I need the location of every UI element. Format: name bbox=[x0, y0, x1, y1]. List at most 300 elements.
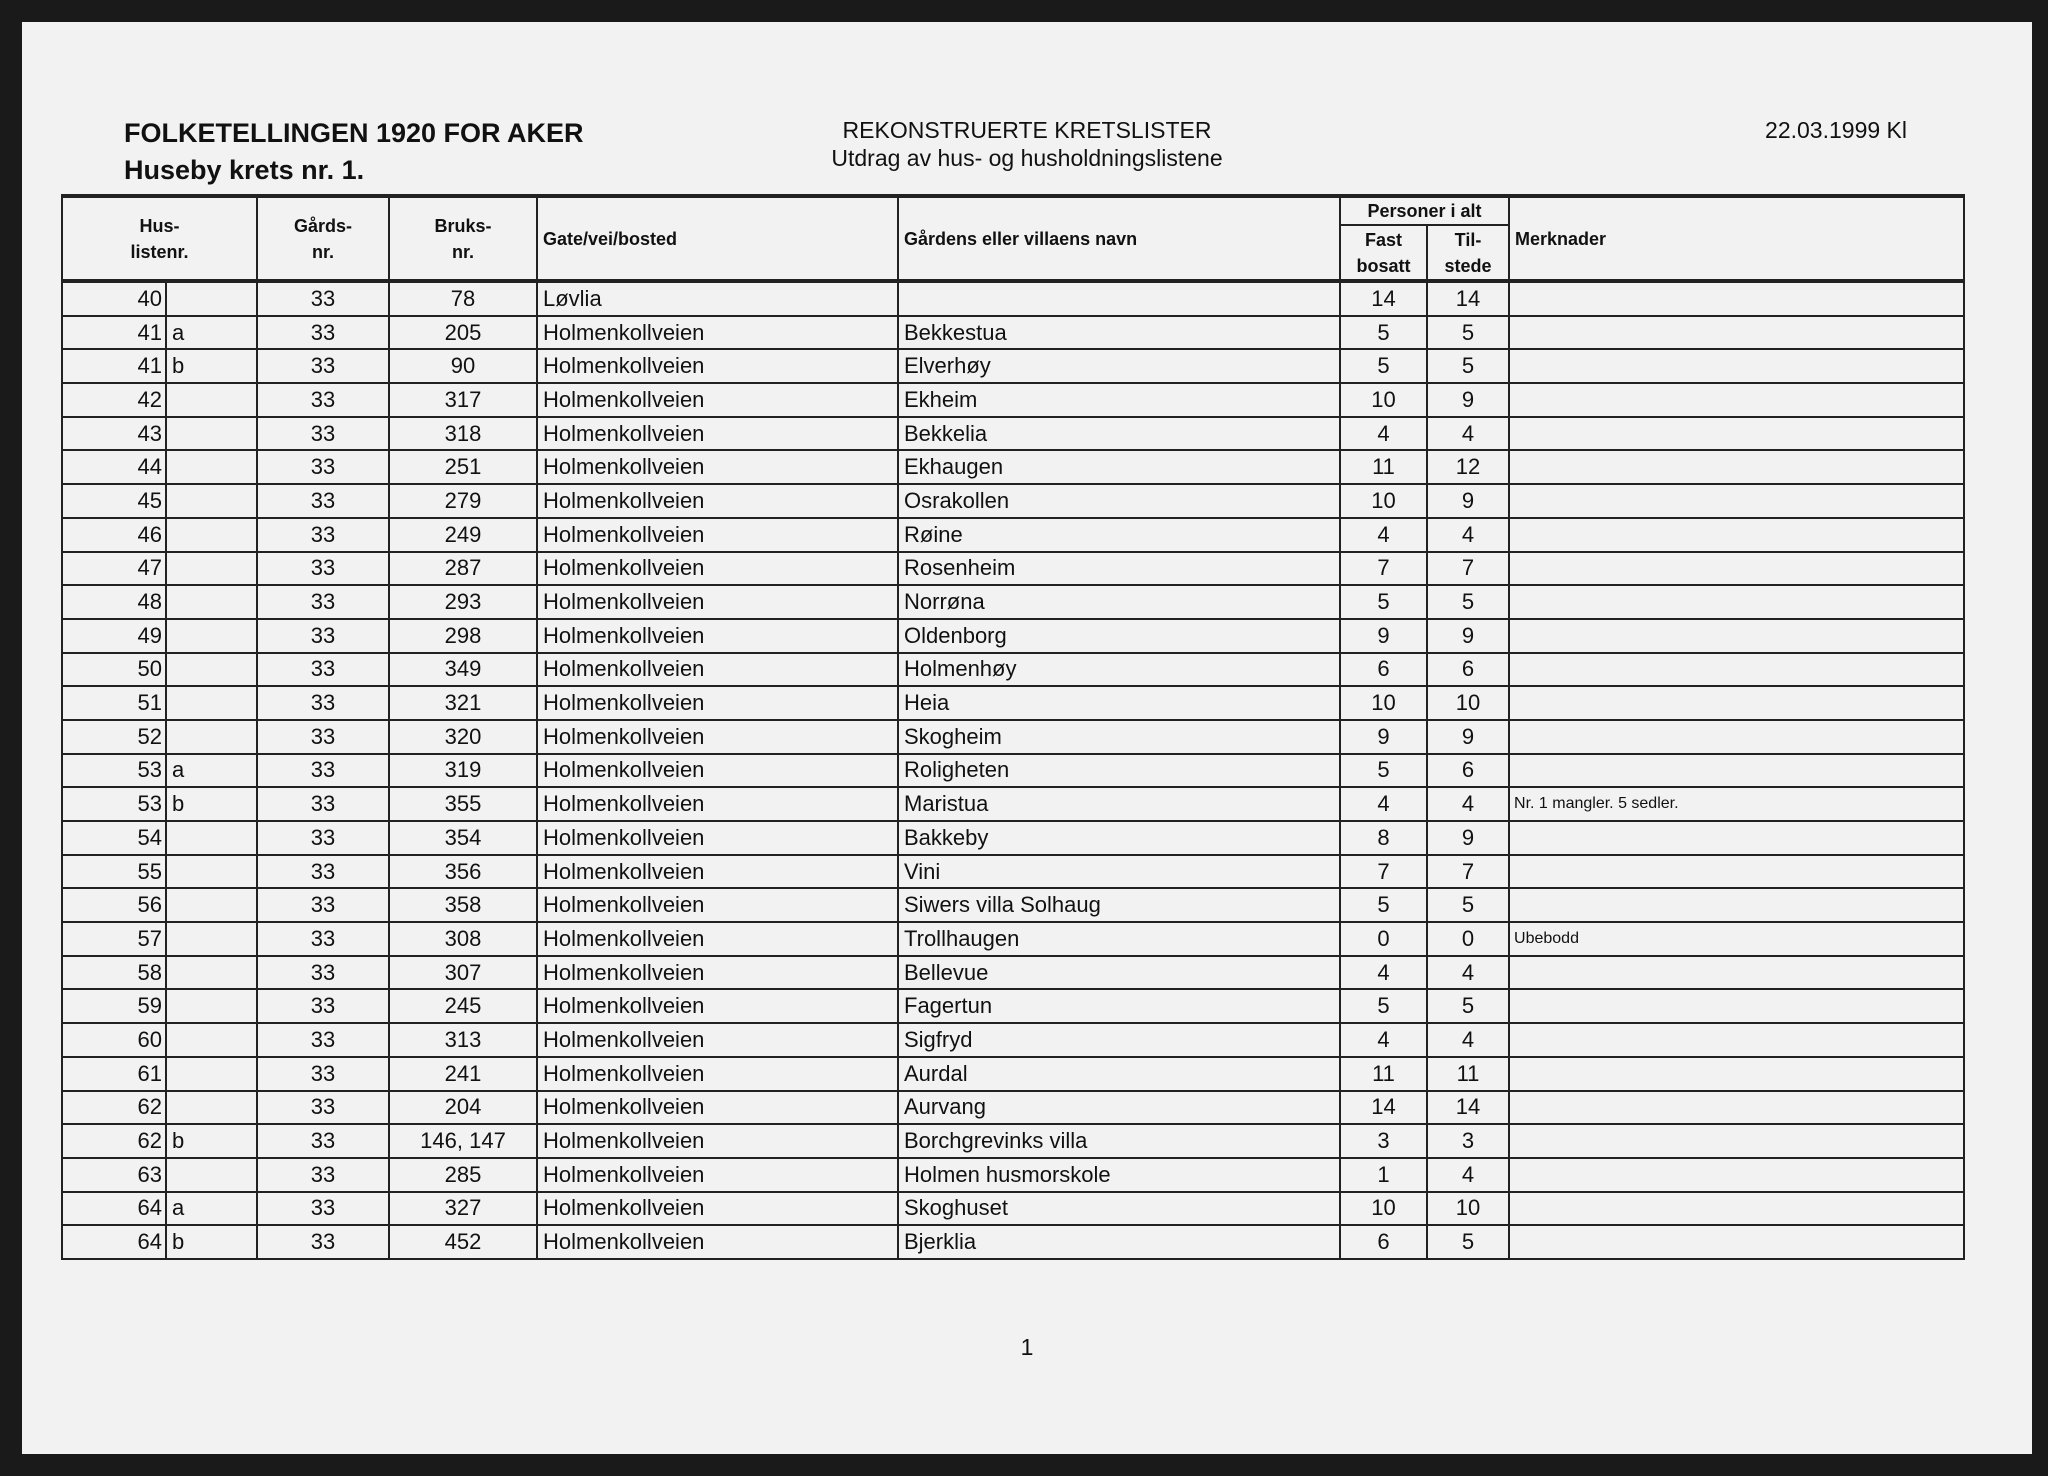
bruks-nr-cell: 279 bbox=[389, 484, 537, 518]
bruks-nr-cell: 251 bbox=[389, 450, 537, 484]
husliste-nr-cell: 57 bbox=[62, 922, 166, 956]
fast-bosatt-cell: 10 bbox=[1340, 686, 1427, 720]
husliste-nr-cell: 62 bbox=[62, 1124, 166, 1158]
gate-vei-bosted-cell: Holmenkollveien bbox=[537, 1158, 898, 1192]
gards-nr-cell: 33 bbox=[257, 585, 389, 619]
merknader-cell bbox=[1509, 653, 1964, 687]
gards-nr-cell: 33 bbox=[257, 1023, 389, 1057]
bruks-nr-cell: 318 bbox=[389, 417, 537, 451]
merknader-cell bbox=[1509, 720, 1964, 754]
gate-vei-bosted-cell: Holmenkollveien bbox=[537, 686, 898, 720]
husliste-nr-cell: 54 bbox=[62, 821, 166, 855]
husliste-suffix-cell bbox=[166, 686, 257, 720]
bruks-nr-cell: 285 bbox=[389, 1158, 537, 1192]
husliste-suffix-cell bbox=[166, 821, 257, 855]
gate-vei-bosted-cell: Holmenkollveien bbox=[537, 855, 898, 889]
gard-navn-cell bbox=[898, 281, 1340, 316]
table-row bbox=[62, 787, 1964, 821]
gard-navn-cell: Rosenheim bbox=[898, 552, 1340, 586]
table-row bbox=[62, 989, 1964, 1023]
gate-vei-bosted-cell: Holmenkollveien bbox=[537, 1057, 898, 1091]
merknader-cell bbox=[1509, 518, 1964, 552]
gate-vei-bosted-cell: Holmenkollveien bbox=[537, 1124, 898, 1158]
husliste-suffix-cell: b bbox=[166, 787, 257, 821]
gards-nr-cell: 33 bbox=[257, 686, 389, 720]
bruks-nr-cell: 349 bbox=[389, 653, 537, 687]
table-row bbox=[62, 281, 1964, 316]
gard-navn-cell: Skogheim bbox=[898, 720, 1340, 754]
merknader-cell bbox=[1509, 484, 1964, 518]
gards-nr-cell: 33 bbox=[257, 619, 389, 653]
merknader-cell bbox=[1509, 821, 1964, 855]
husliste-suffix-cell bbox=[166, 888, 257, 922]
header-gards: Gårds- nr. bbox=[257, 196, 389, 281]
gate-vei-bosted-cell: Holmenkollveien bbox=[537, 653, 898, 687]
fast-bosatt-cell: 4 bbox=[1340, 787, 1427, 821]
fast-bosatt-cell: 5 bbox=[1340, 989, 1427, 1023]
center-subheading: Utdrag av hus- og husholdningslistene bbox=[831, 145, 1223, 171]
table-row bbox=[62, 316, 1964, 350]
bruks-nr-cell: 452 bbox=[389, 1225, 537, 1259]
tilstede-cell: 5 bbox=[1427, 585, 1509, 619]
husliste-nr-cell: 51 bbox=[62, 686, 166, 720]
husliste-nr-cell: 64 bbox=[62, 1192, 166, 1226]
fast-bosatt-cell: 10 bbox=[1340, 383, 1427, 417]
merknader-cell bbox=[1509, 281, 1964, 316]
husliste-nr-cell: 44 bbox=[62, 450, 166, 484]
gate-vei-bosted-cell: Holmenkollveien bbox=[537, 989, 898, 1023]
fast-bosatt-cell: 9 bbox=[1340, 619, 1427, 653]
gard-navn-cell: Trollhaugen bbox=[898, 922, 1340, 956]
husliste-suffix-cell bbox=[166, 552, 257, 586]
merknader-cell bbox=[1509, 1192, 1964, 1226]
document-subtitle: Huseby krets nr. 1. bbox=[124, 155, 365, 185]
header-tilstede: Til- stede bbox=[1427, 225, 1509, 281]
tilstede-cell: 4 bbox=[1427, 787, 1509, 821]
tilstede-cell: 9 bbox=[1427, 720, 1509, 754]
husliste-nr-cell: 62 bbox=[62, 1091, 166, 1125]
gard-navn-cell: Ekheim bbox=[898, 383, 1340, 417]
gards-nr-cell: 33 bbox=[257, 1192, 389, 1226]
gate-vei-bosted-cell: Holmenkollveien bbox=[537, 619, 898, 653]
gate-vei-bosted-cell: Holmenkollveien bbox=[537, 552, 898, 586]
gards-nr-cell: 33 bbox=[257, 484, 389, 518]
gard-navn-cell: Aurdal bbox=[898, 1057, 1340, 1091]
merknader-cell bbox=[1509, 1225, 1964, 1259]
table-row bbox=[62, 720, 1964, 754]
husliste-nr-cell: 58 bbox=[62, 956, 166, 990]
tilstede-cell: 4 bbox=[1427, 417, 1509, 451]
husliste-nr-cell: 45 bbox=[62, 484, 166, 518]
gards-nr-cell: 33 bbox=[257, 653, 389, 687]
bruks-nr-cell: 249 bbox=[389, 518, 537, 552]
table-row bbox=[62, 922, 1964, 956]
tilstede-cell: 4 bbox=[1427, 1158, 1509, 1192]
husliste-suffix-cell bbox=[166, 281, 257, 316]
bruks-nr-cell: 327 bbox=[389, 1192, 537, 1226]
husliste-suffix-cell bbox=[166, 956, 257, 990]
husliste-nr-cell: 42 bbox=[62, 383, 166, 417]
tilstede-cell: 6 bbox=[1427, 754, 1509, 788]
table-row bbox=[62, 855, 1964, 889]
fast-bosatt-cell: 11 bbox=[1340, 1057, 1427, 1091]
tilstede-cell: 7 bbox=[1427, 552, 1509, 586]
gard-navn-cell: Norrøna bbox=[898, 585, 1340, 619]
bruks-nr-cell: 204 bbox=[389, 1091, 537, 1125]
husliste-nr-cell: 56 bbox=[62, 888, 166, 922]
gard-navn-cell: Maristua bbox=[898, 787, 1340, 821]
husliste-suffix-cell bbox=[166, 383, 257, 417]
tilstede-cell: 14 bbox=[1427, 281, 1509, 316]
merknader-cell bbox=[1509, 1124, 1964, 1158]
table-row bbox=[62, 1225, 1964, 1259]
bruks-nr-cell: 307 bbox=[389, 956, 537, 990]
gate-vei-bosted-cell: Holmenkollveien bbox=[537, 1023, 898, 1057]
page-number: 1 bbox=[1020, 1334, 1034, 1360]
gate-vei-bosted-cell: Løvlia bbox=[537, 281, 898, 316]
fast-bosatt-cell: 11 bbox=[1340, 450, 1427, 484]
fast-bosatt-cell: 4 bbox=[1340, 956, 1427, 990]
gards-nr-cell: 33 bbox=[257, 1225, 389, 1259]
gate-vei-bosted-cell: Holmenkollveien bbox=[537, 316, 898, 350]
gards-nr-cell: 33 bbox=[257, 956, 389, 990]
husliste-suffix-cell bbox=[166, 450, 257, 484]
tilstede-cell: 5 bbox=[1427, 989, 1509, 1023]
fast-bosatt-cell: 6 bbox=[1340, 653, 1427, 687]
fast-bosatt-cell: 7 bbox=[1340, 552, 1427, 586]
gard-navn-cell: Fagertun bbox=[898, 989, 1340, 1023]
husliste-suffix-cell bbox=[166, 417, 257, 451]
tilstede-cell: 5 bbox=[1427, 316, 1509, 350]
husliste-nr-cell: 47 bbox=[62, 552, 166, 586]
husliste-suffix-cell bbox=[166, 484, 257, 518]
table-row bbox=[62, 585, 1964, 619]
bruks-nr-cell: 354 bbox=[389, 821, 537, 855]
tilstede-cell: 11 bbox=[1427, 1057, 1509, 1091]
gate-vei-bosted-cell: Holmenkollveien bbox=[537, 1192, 898, 1226]
gard-navn-cell: Holmen husmorskole bbox=[898, 1158, 1340, 1192]
husliste-suffix-cell bbox=[166, 619, 257, 653]
fast-bosatt-cell: 5 bbox=[1340, 585, 1427, 619]
husliste-nr-cell: 63 bbox=[62, 1158, 166, 1192]
merknader-cell bbox=[1509, 1091, 1964, 1125]
header-husliste: Hus- listenr. bbox=[62, 196, 257, 281]
merknader-cell bbox=[1509, 686, 1964, 720]
gate-vei-bosted-cell: Holmenkollveien bbox=[537, 787, 898, 821]
merknader-cell bbox=[1509, 619, 1964, 653]
bruks-nr-cell: 320 bbox=[389, 720, 537, 754]
census-table-body bbox=[62, 281, 1964, 1259]
tilstede-cell: 12 bbox=[1427, 450, 1509, 484]
gard-navn-cell: Oldenborg bbox=[898, 619, 1340, 653]
bruks-nr-cell: 321 bbox=[389, 686, 537, 720]
gate-vei-bosted-cell: Holmenkollveien bbox=[537, 1225, 898, 1259]
merknader-cell bbox=[1509, 552, 1964, 586]
husliste-suffix-cell bbox=[166, 585, 257, 619]
gards-nr-cell: 33 bbox=[257, 855, 389, 889]
table-row bbox=[62, 417, 1964, 451]
husliste-suffix-cell: b bbox=[166, 1124, 257, 1158]
gards-nr-cell: 33 bbox=[257, 787, 389, 821]
fast-bosatt-cell: 10 bbox=[1340, 1192, 1427, 1226]
center-heading: REKONSTRUERTE KRETSLISTER bbox=[842, 117, 1212, 143]
table-row bbox=[62, 1158, 1964, 1192]
fast-bosatt-cell: 5 bbox=[1340, 316, 1427, 350]
bruks-nr-cell: 319 bbox=[389, 754, 537, 788]
husliste-nr-cell: 59 bbox=[62, 989, 166, 1023]
census-table bbox=[61, 194, 1965, 1260]
gard-navn-cell: Røine bbox=[898, 518, 1340, 552]
merknader-cell: Ubebodd bbox=[1509, 922, 1964, 956]
fast-bosatt-cell: 14 bbox=[1340, 281, 1427, 316]
husliste-nr-cell: 41 bbox=[62, 349, 166, 383]
merknader-cell bbox=[1509, 585, 1964, 619]
gard-navn-cell: Bjerklia bbox=[898, 1225, 1340, 1259]
husliste-nr-cell: 64 bbox=[62, 1225, 166, 1259]
gate-vei-bosted-cell: Holmenkollveien bbox=[537, 518, 898, 552]
fast-bosatt-cell: 9 bbox=[1340, 720, 1427, 754]
husliste-nr-cell: 60 bbox=[62, 1023, 166, 1057]
bruks-nr-cell: 90 bbox=[389, 349, 537, 383]
gards-nr-cell: 33 bbox=[257, 1057, 389, 1091]
husliste-nr-cell: 52 bbox=[62, 720, 166, 754]
header-fast-bosatt: Fast bosatt bbox=[1340, 225, 1427, 281]
fast-bosatt-cell: 10 bbox=[1340, 484, 1427, 518]
bruks-nr-cell: 355 bbox=[389, 787, 537, 821]
bruks-nr-cell: 205 bbox=[389, 316, 537, 350]
table-row bbox=[62, 888, 1964, 922]
gards-nr-cell: 33 bbox=[257, 720, 389, 754]
gate-vei-bosted-cell: Holmenkollveien bbox=[537, 450, 898, 484]
gards-nr-cell: 33 bbox=[257, 821, 389, 855]
gard-navn-cell: Sigfryd bbox=[898, 1023, 1340, 1057]
husliste-suffix-cell bbox=[166, 1158, 257, 1192]
husliste-suffix-cell bbox=[166, 518, 257, 552]
bruks-nr-cell: 356 bbox=[389, 855, 537, 889]
table-row bbox=[62, 1192, 1964, 1226]
tilstede-cell: 5 bbox=[1427, 1225, 1509, 1259]
fast-bosatt-cell: 5 bbox=[1340, 349, 1427, 383]
table-row bbox=[62, 821, 1964, 855]
gards-nr-cell: 33 bbox=[257, 281, 389, 316]
husliste-suffix-cell bbox=[166, 653, 257, 687]
fast-bosatt-cell: 4 bbox=[1340, 417, 1427, 451]
husliste-nr-cell: 49 bbox=[62, 619, 166, 653]
fast-bosatt-cell: 3 bbox=[1340, 1124, 1427, 1158]
header-navn: Gårdens eller villaens navn bbox=[898, 196, 1340, 281]
husliste-nr-cell: 53 bbox=[62, 787, 166, 821]
gard-navn-cell: Holmenhøy bbox=[898, 653, 1340, 687]
merknader-cell: Nr. 1 mangler. 5 sedler. bbox=[1509, 787, 1964, 821]
tilstede-cell: 9 bbox=[1427, 821, 1509, 855]
gards-nr-cell: 33 bbox=[257, 518, 389, 552]
table-row bbox=[62, 1124, 1964, 1158]
husliste-suffix-cell: a bbox=[166, 316, 257, 350]
tilstede-cell: 10 bbox=[1427, 686, 1509, 720]
gards-nr-cell: 33 bbox=[257, 754, 389, 788]
gards-nr-cell: 33 bbox=[257, 450, 389, 484]
husliste-suffix-cell: a bbox=[166, 1192, 257, 1226]
gate-vei-bosted-cell: Holmenkollveien bbox=[537, 956, 898, 990]
fast-bosatt-cell: 5 bbox=[1340, 754, 1427, 788]
tilstede-cell: 3 bbox=[1427, 1124, 1509, 1158]
table-row bbox=[62, 653, 1964, 687]
husliste-suffix-cell bbox=[166, 1091, 257, 1125]
merknader-cell bbox=[1509, 754, 1964, 788]
tilstede-cell: 10 bbox=[1427, 1192, 1509, 1226]
gards-nr-cell: 33 bbox=[257, 316, 389, 350]
gate-vei-bosted-cell: Holmenkollveien bbox=[537, 821, 898, 855]
husliste-nr-cell: 40 bbox=[62, 281, 166, 316]
gate-vei-bosted-cell: Holmenkollveien bbox=[537, 1091, 898, 1125]
gards-nr-cell: 33 bbox=[257, 1124, 389, 1158]
bruks-nr-cell: 287 bbox=[389, 552, 537, 586]
gard-navn-cell: Heia bbox=[898, 686, 1340, 720]
gard-navn-cell: Bellevue bbox=[898, 956, 1340, 990]
gard-navn-cell: Siwers villa Solhaug bbox=[898, 888, 1340, 922]
merknader-cell bbox=[1509, 989, 1964, 1023]
tilstede-cell: 14 bbox=[1427, 1091, 1509, 1125]
merknader-cell bbox=[1509, 383, 1964, 417]
tilstede-cell: 5 bbox=[1427, 888, 1509, 922]
bruks-nr-cell: 298 bbox=[389, 619, 537, 653]
tilstede-cell: 7 bbox=[1427, 855, 1509, 889]
gard-navn-cell: Skoghuset bbox=[898, 1192, 1340, 1226]
header-gate: Gate/vei/bosted bbox=[537, 196, 898, 281]
gate-vei-bosted-cell: Holmenkollveien bbox=[537, 585, 898, 619]
gards-nr-cell: 33 bbox=[257, 552, 389, 586]
bruks-nr-cell: 358 bbox=[389, 888, 537, 922]
table-row bbox=[62, 450, 1964, 484]
gard-navn-cell: Roligheten bbox=[898, 754, 1340, 788]
fast-bosatt-cell: 7 bbox=[1340, 855, 1427, 889]
husliste-nr-cell: 50 bbox=[62, 653, 166, 687]
gard-navn-cell: Ekhaugen bbox=[898, 450, 1340, 484]
merknader-cell bbox=[1509, 888, 1964, 922]
bruks-nr-cell: 245 bbox=[389, 989, 537, 1023]
tilstede-cell: 0 bbox=[1427, 922, 1509, 956]
bruks-nr-cell: 146, 147 bbox=[389, 1124, 537, 1158]
bruks-nr-cell: 308 bbox=[389, 922, 537, 956]
tilstede-cell: 4 bbox=[1427, 1023, 1509, 1057]
bruks-nr-cell: 293 bbox=[389, 585, 537, 619]
merknader-cell bbox=[1509, 1057, 1964, 1091]
merknader-cell bbox=[1509, 1158, 1964, 1192]
gards-nr-cell: 33 bbox=[257, 888, 389, 922]
tilstede-cell: 9 bbox=[1427, 619, 1509, 653]
tilstede-cell: 5 bbox=[1427, 349, 1509, 383]
table-row bbox=[62, 552, 1964, 586]
bruks-nr-cell: 241 bbox=[389, 1057, 537, 1091]
document-date: 22.03.1999 Kl bbox=[1765, 117, 1907, 143]
fast-bosatt-cell: 4 bbox=[1340, 518, 1427, 552]
table-row bbox=[62, 518, 1964, 552]
table-row bbox=[62, 1091, 1964, 1125]
husliste-suffix-cell bbox=[166, 1023, 257, 1057]
gate-vei-bosted-cell: Holmenkollveien bbox=[537, 754, 898, 788]
merknader-cell bbox=[1509, 417, 1964, 451]
fast-bosatt-cell: 1 bbox=[1340, 1158, 1427, 1192]
tilstede-cell: 6 bbox=[1427, 653, 1509, 687]
gate-vei-bosted-cell: Holmenkollveien bbox=[537, 383, 898, 417]
merknader-cell bbox=[1509, 1023, 1964, 1057]
table-row bbox=[62, 956, 1964, 990]
husliste-suffix-cell: b bbox=[166, 349, 257, 383]
tilstede-cell: 9 bbox=[1427, 383, 1509, 417]
document-title: FOLKETELLINGEN 1920 FOR AKER bbox=[124, 118, 584, 148]
merknader-cell bbox=[1509, 450, 1964, 484]
table-row bbox=[62, 1057, 1964, 1091]
gards-nr-cell: 33 bbox=[257, 383, 389, 417]
tilstede-cell: 9 bbox=[1427, 484, 1509, 518]
gard-navn-cell: Osrakollen bbox=[898, 484, 1340, 518]
table-row bbox=[62, 686, 1964, 720]
merknader-cell bbox=[1509, 349, 1964, 383]
husliste-nr-cell: 53 bbox=[62, 754, 166, 788]
tilstede-cell: 4 bbox=[1427, 518, 1509, 552]
husliste-suffix-cell bbox=[166, 720, 257, 754]
gate-vei-bosted-cell: Holmenkollveien bbox=[537, 417, 898, 451]
husliste-suffix-cell: a bbox=[166, 754, 257, 788]
gate-vei-bosted-cell: Holmenkollveien bbox=[537, 349, 898, 383]
husliste-nr-cell: 55 bbox=[62, 855, 166, 889]
header-bruks: Bruks- nr. bbox=[389, 196, 537, 281]
header-merknader: Merknader bbox=[1509, 196, 1964, 281]
gate-vei-bosted-cell: Holmenkollveien bbox=[537, 484, 898, 518]
husliste-nr-cell: 48 bbox=[62, 585, 166, 619]
gard-navn-cell: Vini bbox=[898, 855, 1340, 889]
table-row bbox=[62, 349, 1964, 383]
table-row bbox=[62, 383, 1964, 417]
gard-navn-cell: Aurvang bbox=[898, 1091, 1340, 1125]
table-row bbox=[62, 484, 1964, 518]
fast-bosatt-cell: 5 bbox=[1340, 888, 1427, 922]
merknader-cell bbox=[1509, 316, 1964, 350]
gard-navn-cell: Borchgrevinks villa bbox=[898, 1124, 1340, 1158]
gard-navn-cell: Bekkestua bbox=[898, 316, 1340, 350]
gards-nr-cell: 33 bbox=[257, 417, 389, 451]
husliste-suffix-cell bbox=[166, 1057, 257, 1091]
table-row bbox=[62, 619, 1964, 653]
merknader-cell bbox=[1509, 956, 1964, 990]
husliste-suffix-cell: b bbox=[166, 1225, 257, 1259]
fast-bosatt-cell: 4 bbox=[1340, 1023, 1427, 1057]
gate-vei-bosted-cell: Holmenkollveien bbox=[537, 888, 898, 922]
fast-bosatt-cell: 6 bbox=[1340, 1225, 1427, 1259]
gard-navn-cell: Bekkelia bbox=[898, 417, 1340, 451]
gards-nr-cell: 33 bbox=[257, 1091, 389, 1125]
table-row bbox=[62, 754, 1964, 788]
gards-nr-cell: 33 bbox=[257, 922, 389, 956]
bruks-nr-cell: 313 bbox=[389, 1023, 537, 1057]
fast-bosatt-cell: 14 bbox=[1340, 1091, 1427, 1125]
gate-vei-bosted-cell: Holmenkollveien bbox=[537, 922, 898, 956]
gate-vei-bosted-cell: Holmenkollveien bbox=[537, 720, 898, 754]
header-personer: Personer i alt bbox=[1340, 196, 1509, 225]
husliste-nr-cell: 41 bbox=[62, 316, 166, 350]
fast-bosatt-cell: 8 bbox=[1340, 821, 1427, 855]
husliste-suffix-cell bbox=[166, 855, 257, 889]
document-page bbox=[22, 22, 2032, 1454]
tilstede-cell: 4 bbox=[1427, 956, 1509, 990]
gards-nr-cell: 33 bbox=[257, 989, 389, 1023]
gard-navn-cell: Bakkeby bbox=[898, 821, 1340, 855]
husliste-nr-cell: 46 bbox=[62, 518, 166, 552]
fast-bosatt-cell: 0 bbox=[1340, 922, 1427, 956]
husliste-nr-cell: 61 bbox=[62, 1057, 166, 1091]
gard-navn-cell: Elverhøy bbox=[898, 349, 1340, 383]
husliste-nr-cell: 43 bbox=[62, 417, 166, 451]
